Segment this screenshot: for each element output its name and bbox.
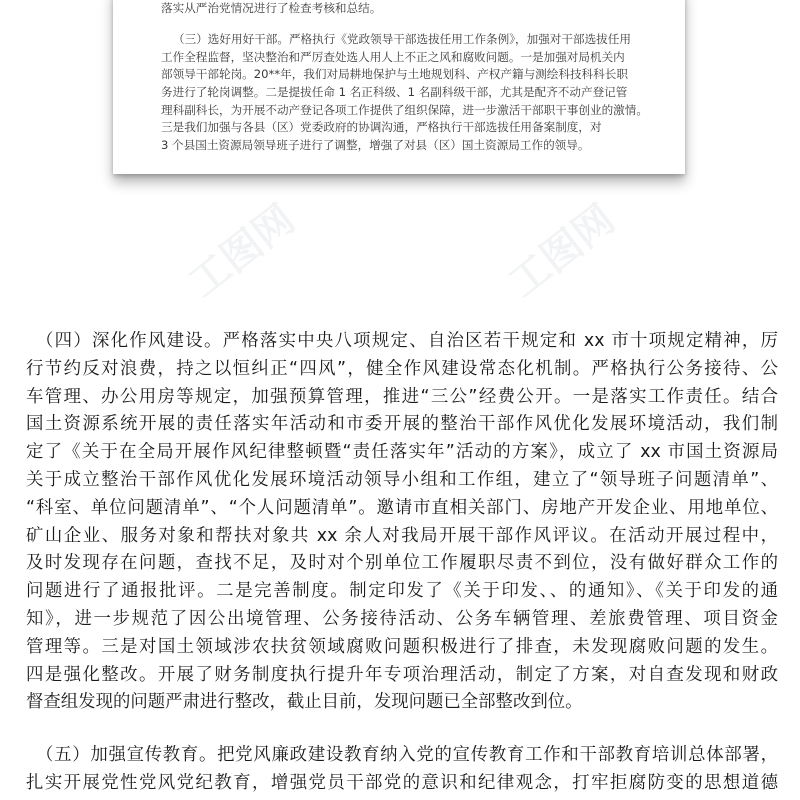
text-line: “科室、单位问题清单”、“个人问题清单”。邀请市直相关部门、房地产开发企业、用地单位、 xyxy=(26,497,778,518)
text-line: 扎实开展党性党风党纪教育，增强党员干部党的意识和纪律观念，打牢拒腐防变的思想道德 xyxy=(26,772,778,793)
text-line: 四是强化整改。开展了财务制度执行提升年专项治理活动，制定了方案，对自查发现和财政 xyxy=(26,664,778,685)
text-line: 矿山企业、服务对象和帮扶对象共 xx 余人对我局开展干部作风评议。在活动开展过程中， xyxy=(26,525,778,546)
text-line: 管理等。三是对国土领域涉农扶贫领域腐败问题积极进行了排查，未发现腐败问题的发生。 xyxy=(26,636,778,657)
text-line: （三）选好用好干部。严格执行《党政领导干部选拔任用工作条例》，加强对干部选拔任用 xyxy=(173,32,631,47)
text-line: 三是我们加强与各县（区）党委政府的协调沟通，严格执行干部选拔任用备案制度，对 xyxy=(161,120,602,135)
paragraph-5 xyxy=(26,742,778,798)
text-line: （五）加强宣传教育。把党风廉政建设教育纳入党的宣传教育工作和干部教育培训总体部署， xyxy=(36,745,778,766)
document-page-preview xyxy=(113,0,685,174)
text-line: 务进行了轮岗调整。二是提拔任命 1 名正科级、1 名副科级干部，尤其是配齐不动产登记管 xyxy=(161,84,628,99)
text-line: 行节约反对浪费，持之以恒纠正“四风”，健全作风建设常态化机制。严格执行公务接待、公 xyxy=(26,358,778,379)
text-line: 及时发现存在问题，查找不足，及时对个别单位工作履职尽责不到位，没有做好群众工作的 xyxy=(26,553,778,574)
watermark: 工图网 xyxy=(180,196,304,307)
text-line: 知》，进一步规范了因公出境管理、公务接待活动、公务车辆管理、差旅费管理、项目资金 xyxy=(26,608,778,629)
watermark: 工图网 xyxy=(500,196,624,307)
text-line: 理科副科长，为开展不动产登记各项工作提供了组织保障，进一步激活干部职干事创业的激情。 xyxy=(161,102,648,117)
text-line: 部领导干部轮岗。20**年，我们对局耕地保护与土地规划科、产权产籍与测绘科技科科长职 xyxy=(161,67,628,82)
text-line: 车管理、办公用房等规定，加强预算管理，推进“三公”经费公开。一是落实工作责任。结合 xyxy=(26,386,778,407)
page-preview-text xyxy=(161,0,653,154)
paragraph-4 xyxy=(26,328,778,717)
text-line: 问题进行了通报批评。二是完善制度。制定印发了《关于印发、、的通知》、《关于印发的通 xyxy=(26,581,778,602)
text-line: 国土资源系统开展的责任落实年活动和市委开展的整治干部作风优化发展环境活动，我们制 xyxy=(26,414,778,435)
text-line: 落实从严治党情况进行了检查考核和总结。 xyxy=(161,0,382,15)
text-line: 定了《关于在全局开展作风纪律整顿暨“责任落实年”活动的方案》，成立了 xx 市国土资源局 xyxy=(26,442,778,463)
text-line: 工作全程监督，坚决整治和严厉查处选人用人上不正之风和腐败问题。一是加强对局机关内 xyxy=(161,49,625,64)
text-line: （四）深化作风建设。严格落实中央八项规定、自治区若干规定和 xx 市十项规定精神，厉 xyxy=(36,331,778,351)
main-text xyxy=(26,328,778,798)
text-line: 督查组发现的问题严肃进行整改，截止目前，发现问题已全部整改到位。 xyxy=(26,692,583,713)
text-line: 关于成立整治干部作风优化发展环境活动领导小组和工作组，建立了“领导班子问题清单”、 xyxy=(26,469,778,490)
text-line: 3 个县国土资源局领导班子进行了调整，增强了对县（区）国土资源局工作的领导。 xyxy=(161,137,590,152)
